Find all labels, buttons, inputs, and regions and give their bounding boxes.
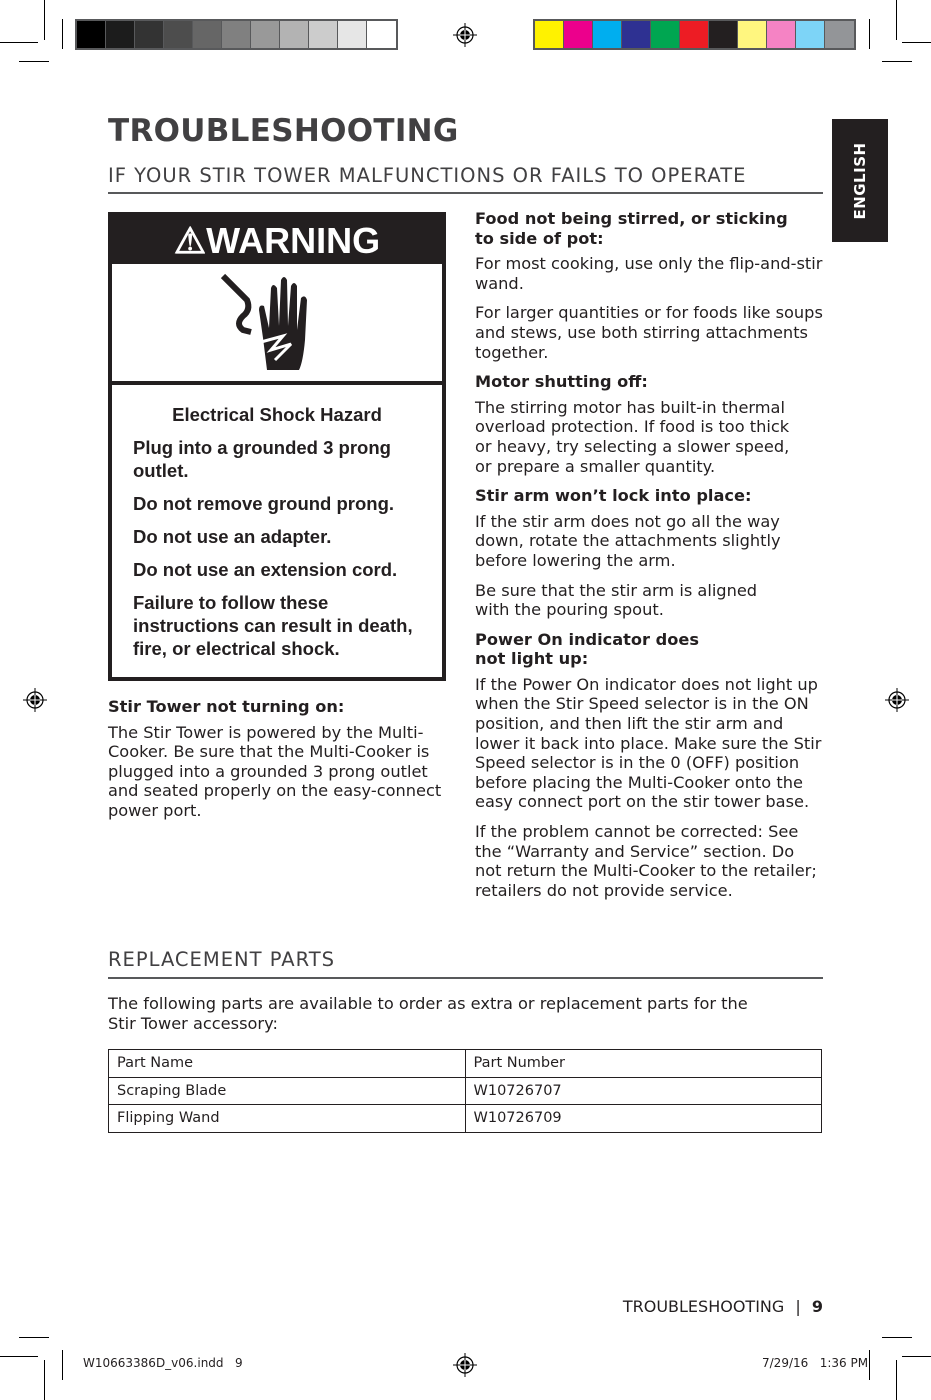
language-tab-label: ENGLISH — [851, 141, 869, 220]
crop-mark — [19, 1337, 49, 1338]
crop-mark — [0, 42, 38, 43]
color-swatch — [680, 21, 709, 48]
process-color-bar — [533, 19, 856, 50]
table-row — [109, 1077, 822, 1105]
part-number: W10726707 — [465, 1077, 822, 1105]
registration-mark-icon — [885, 688, 909, 712]
color-swatch — [367, 21, 396, 48]
crop-mark — [19, 61, 49, 62]
color-swatch — [593, 21, 622, 48]
warning-line: Plug into a grounded 3 prong outlet. — [133, 437, 391, 481]
color-swatch — [193, 21, 222, 48]
color-swatch — [251, 21, 280, 48]
warning-text — [112, 385, 442, 660]
color-swatch — [106, 21, 135, 48]
slug-date: 7/29/16 1:36 PM — [762, 1356, 869, 1370]
page-subtitle: IF YOUR STIR TOWER MALFUNCTIONS OR FAILS TO OPERATE — [108, 164, 747, 187]
right-column — [475, 209, 823, 910]
crop-mark — [44, 0, 45, 40]
color-swatch — [164, 21, 193, 48]
crop-mark — [0, 1356, 38, 1357]
shock-hazard-icon — [112, 264, 442, 385]
section-heading: Stir arm won’t lock into place: — [475, 486, 752, 506]
registration-mark-icon — [453, 23, 477, 47]
crop-mark — [869, 1350, 870, 1380]
color-swatch — [535, 21, 564, 48]
color-swatch — [767, 21, 796, 48]
footer-section: TROUBLESHOOTING — [622, 1297, 785, 1316]
crop-mark — [882, 1337, 912, 1338]
parts-title: REPLACEMENT PARTS — [108, 948, 335, 971]
crop-mark — [902, 1356, 931, 1357]
color-swatch — [135, 21, 164, 48]
table-header-row — [109, 1050, 822, 1078]
section-heading: Stir Tower not turning on: — [108, 697, 345, 716]
section-text: For larger quantities or for foods like soups and stews, use both stirring attachments together. — [475, 303, 823, 362]
color-swatch — [651, 21, 680, 48]
section-heading: Motor shutting off: — [475, 372, 648, 392]
parts-intro: The following parts are available to order as extra or replacement parts for the Stir Tower accessory: — [108, 994, 748, 1033]
color-swatch — [738, 21, 767, 48]
warning-line: Failure to follow these instructions can result in death, fire, or electrical shock. — [133, 592, 413, 659]
page-number: 9 — [811, 1297, 823, 1316]
color-swatch — [825, 21, 854, 48]
language-tab — [832, 119, 888, 242]
crop-mark — [902, 42, 931, 43]
page-title: TROUBLESHOOTING — [108, 113, 459, 149]
color-swatch — [338, 21, 367, 48]
color-swatch — [222, 21, 251, 48]
color-swatch — [796, 21, 825, 48]
part-number: W10726709 — [465, 1105, 822, 1133]
section-text: Be sure that the stir arm is aligned with the pouring spout. — [475, 580, 758, 620]
grayscale-color-bar — [75, 19, 398, 50]
part-name: Scraping Blade — [109, 1077, 466, 1105]
registration-mark-icon — [23, 688, 47, 712]
section-text: The stirring motor has built-in thermal overload protection. If food is too thick or heavy, try selecting a slower speed, or prepare a smaller quantity. — [475, 397, 790, 476]
hazard-title: Electrical Shock Hazard — [172, 404, 382, 425]
crop-mark — [896, 0, 897, 40]
footer-separator: | — [795, 1297, 801, 1316]
section-heading: Food not being stirred, or sticking to side of pot: — [475, 209, 788, 248]
divider — [108, 977, 823, 979]
section-text: If the Power On indicator does not light up when the Stir Speed selector is in the ON position, and then lift the stir arm and lower it back into place. Make sure the Stir Speed selector is in the 0 (OFF) position before placing the Multi-Cooker onto the easy connect port on the stir tower base. — [475, 674, 822, 812]
warning-line: Do not use an adapter. — [133, 526, 332, 547]
parts-table — [108, 1049, 822, 1133]
left-column — [108, 697, 443, 831]
page-footer — [623, 1297, 823, 1316]
color-swatch — [280, 21, 309, 48]
crop-mark — [62, 1350, 63, 1380]
section-text: If the problem cannot be corrected: See the “Warranty and Service” section. Do not return the Multi-Cooker to the retailer; retailers do not provide service. — [475, 822, 817, 900]
part-name: Flipping Wand — [109, 1105, 466, 1133]
color-swatch — [309, 21, 338, 48]
crop-mark — [882, 61, 912, 62]
divider — [108, 192, 823, 194]
crop-mark — [44, 1360, 45, 1400]
color-swatch — [622, 21, 651, 48]
section-heading: Power On indicator does not light up: — [475, 629, 699, 669]
column-header: Part Name — [109, 1050, 466, 1078]
warning-line: Do not remove ground prong. — [133, 493, 395, 514]
table-row — [109, 1105, 822, 1133]
section-text: If the stir arm does not go all the way down, rotate the attachments slightly before lowering the arm. — [475, 511, 781, 570]
warning-line: Do not use an extension cord. — [133, 559, 398, 580]
warning-heading: WARNING — [206, 220, 381, 261]
warning-box — [108, 212, 446, 681]
color-swatch — [564, 21, 593, 48]
column-header: Part Number — [465, 1050, 822, 1078]
crop-mark — [896, 1360, 897, 1400]
section-text: The Stir Tower is powered by the Multi-Cooker. Be sure that the Multi-Cooker is plugged into a grounded 3 prong outlet and seated properly on the easy-connect power port. — [108, 722, 442, 820]
crop-mark — [62, 19, 63, 49]
warning-triangle-icon: ⚠ — [173, 220, 207, 261]
section-text: For most cooking, use only the flip-and-stir wand. — [475, 254, 823, 293]
crop-mark — [869, 19, 870, 49]
slug-filename: W10663386D_v06.indd 9 — [83, 1356, 243, 1370]
color-swatch — [709, 21, 738, 48]
warning-header — [112, 216, 442, 264]
color-swatch — [77, 21, 106, 48]
registration-mark-icon — [453, 1353, 477, 1377]
